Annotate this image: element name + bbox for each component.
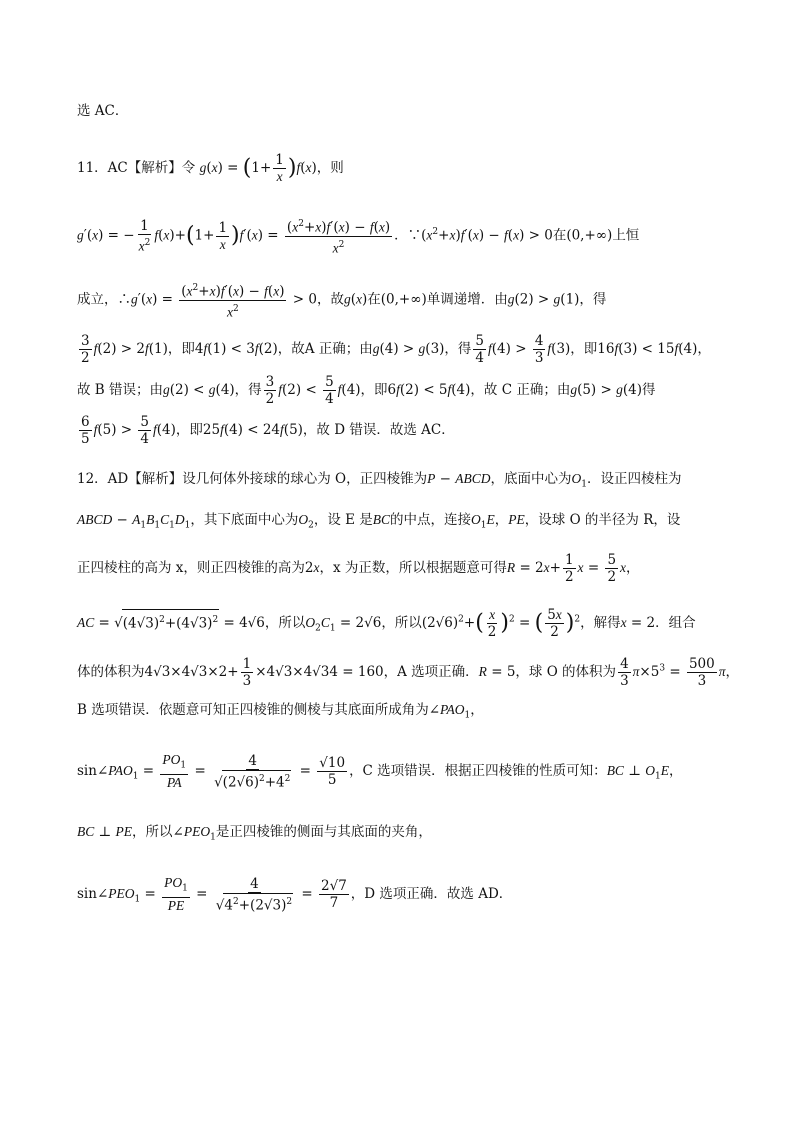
q11-line-1: 11．AC【解析】令 g(x) = (1+ $\frac{1}{x}$ )f(x)，则 [77,152,344,184]
q12-line-1: 12．AD【解析】设几何体外接球的球心为 O，正四棱锥为P − ABCD，底面中心为$O_1$．设正四棱柱为 [77,471,682,490]
q12-line-5: 体的体积为4√3×4√3×2+ $\frac{1}{3}$ ×4√3×4√34 = 160，A 选项正确．R = 5，球 O 的体积为 $\frac{4}{3}$ $\pi\times 5^3$ = $\frac{500}{3}$ π， [77,656,740,689]
q11-line-2: g′(x) = − $\frac{1}{x^2}$ f(x)+(1+ $\frac{1}{x}$ )f′(x) = $\frac{(x^2+x)f'(x) - f(x)}{x^2}$ ．$\because(x^2+x)f'(x) - f(x) > 0$在(0,+∞)上恒 [77,217,640,255]
q12-line-2: ABCD − $A_1B_1C_1D_1$，其下底面中心为$O_2$，设 E 是BC的中点，连接$O_1E$，PE，设球 O 的半径为 R，设 [77,512,681,531]
q12-line-3: 正四棱柱的高为 x，则正四棱锥的高为2x，x 为正数，所以根据题意可得R = 2x+ $\frac{1}{2}$ x = $\frac{5}{2}$ x， [77,552,640,585]
q11-line-4: $\frac{3}{2}$ f(2) > 2f(1)，即4f(1) < 3f(2)，故A 正确；由g(4) > g(3)，得 $\frac{5}{4}$ f(4) > $\frac{4}{3}$ f(3)，即16f(3) < 15f(4)， [81,333,711,366]
q12-line-4: AC = $√(4√3)^2+(4√3)^2 = 4√6$，所以$O_2C_1 = 2√6$，所以$(2√6)^2+$( $\frac{x}{2}$ )$^2$ = ( $\frac{5x}{2}$ )$^2$，解得x = 2．组合 [77,607,696,640]
q11-line-6: $\frac{6}{5}$ f(5) > $\frac{5}{4}$ f(4)，即25f(4) < 24f(5)，故 D 错误．故选 AC． [81,414,455,447]
q12-line-8: BC ⊥ PE，所以$\angle PEO_1$是正四棱锥的侧面与其底面的夹角， [77,824,432,843]
q11-line-3: 成立，∴g′(x) = $\frac{(x^2+x)f'(x) - f(x)}{x^2}$ > 0，故g(x)在(0,+∞)单调递增．由g(2) > g(1)，得 [77,280,727,320]
q12-line-9: $\sin\angle PEO_1$ = $\frac{PO_1}{PE}$ = $\frac{4}{√4^2+(2√3)^2}$ = $\frac{2√7}{7}$ ，D 选项正确．故选 AD． [77,875,513,914]
q11-line-5: 故 B 错误；由g(2) < g(4)，得 $\frac{3}{2}$ f(2) < $\frac{5}{4}$ f(4)，即6f(2) < 5f(4)，故 C 正确；由g(5) > g(4)得 [77,374,656,407]
line-0: 选 AC． [77,103,129,119]
q12-line-6: B 选项错误．依题意可知正四棱锥的侧棱与其底面所成角为$\angle PAO_1$， [77,702,484,721]
q12-line-7: $\sin\angle PAO_1$ = $\frac{PO_1}{PA}$ = $\frac{4}{√(2√6)^2+4^2}$ = $\frac{√10}{5}$ ，C 选项错误．根据正四棱锥的性质可知：BC ⊥ $O_1E$， [77,752,683,791]
